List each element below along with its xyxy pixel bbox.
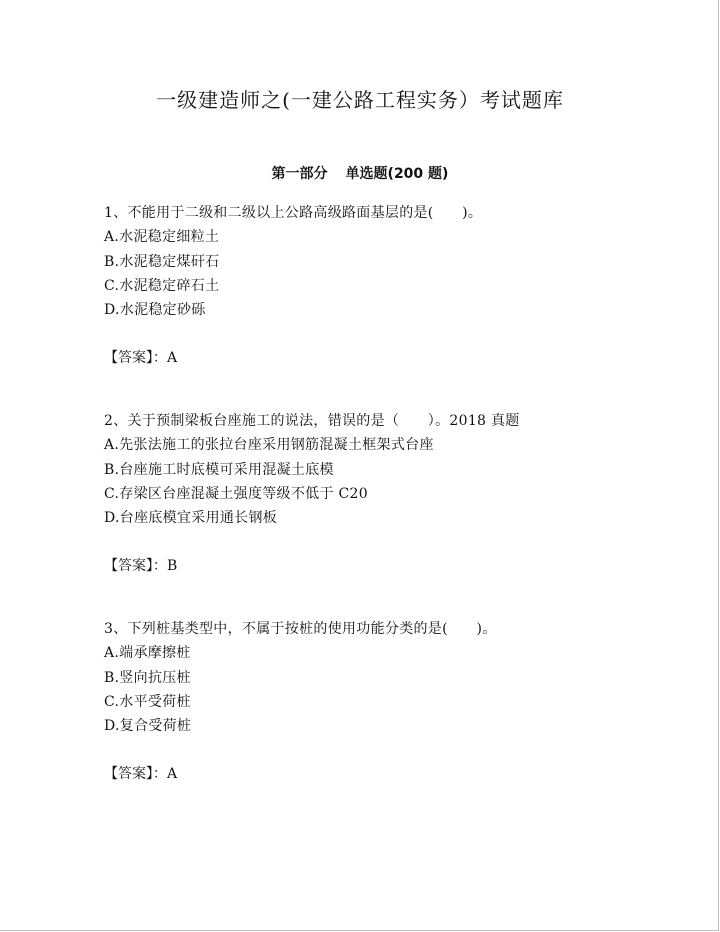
option-d: D.水泥稳定砂砾 xyxy=(104,302,206,319)
option-d: D.复合受荷桩 xyxy=(104,718,192,735)
question-1 xyxy=(104,201,624,322)
option-c: C.水泥稳定碎石土 xyxy=(104,277,220,294)
answer-3: 【答案】：A xyxy=(104,766,178,782)
document-title: 一级建造师之(一建公路工程实务）考试题库 xyxy=(156,88,564,112)
answer-2: 【答案】：B xyxy=(104,558,178,574)
option-c: C.水平受荷桩 xyxy=(104,693,191,710)
question-stem: 3、下列桩基类型中，不属于按桩的使用功能分类的是( )。 xyxy=(104,621,497,637)
question-2 xyxy=(104,409,624,530)
section-part: 第一部分 xyxy=(271,166,328,182)
section-name: 单选题(200 题) xyxy=(345,166,449,182)
question-3 xyxy=(104,617,624,738)
answer-1: 【答案】：A xyxy=(104,350,178,366)
section-heading xyxy=(0,163,720,185)
question-stem: 2、关于预制梁板台座施工的说法，错误的是（ ）。2018 真题 xyxy=(104,413,520,429)
option-d: D.台座底模宜采用通长钢板 xyxy=(104,510,278,527)
option-b: B.水泥稳定煤矸石 xyxy=(104,253,220,270)
option-a: A.先张法施工的张拉台座采用钢筋混凝土框架式台座 xyxy=(104,437,434,454)
option-a: A.水泥稳定细粒土 xyxy=(104,229,220,246)
option-a: A.端承摩擦桩 xyxy=(104,645,191,662)
option-c: C.存梁区台座混凝土强度等级不低于 C20 xyxy=(104,485,368,502)
option-b: B.台座施工时底模可采用混凝土底模 xyxy=(104,461,334,478)
option-b: B.竖向抗压桩 xyxy=(104,669,191,686)
question-stem: 1、不能用于二级和二级以上公路高级路面基层的是( )。 xyxy=(104,205,483,221)
